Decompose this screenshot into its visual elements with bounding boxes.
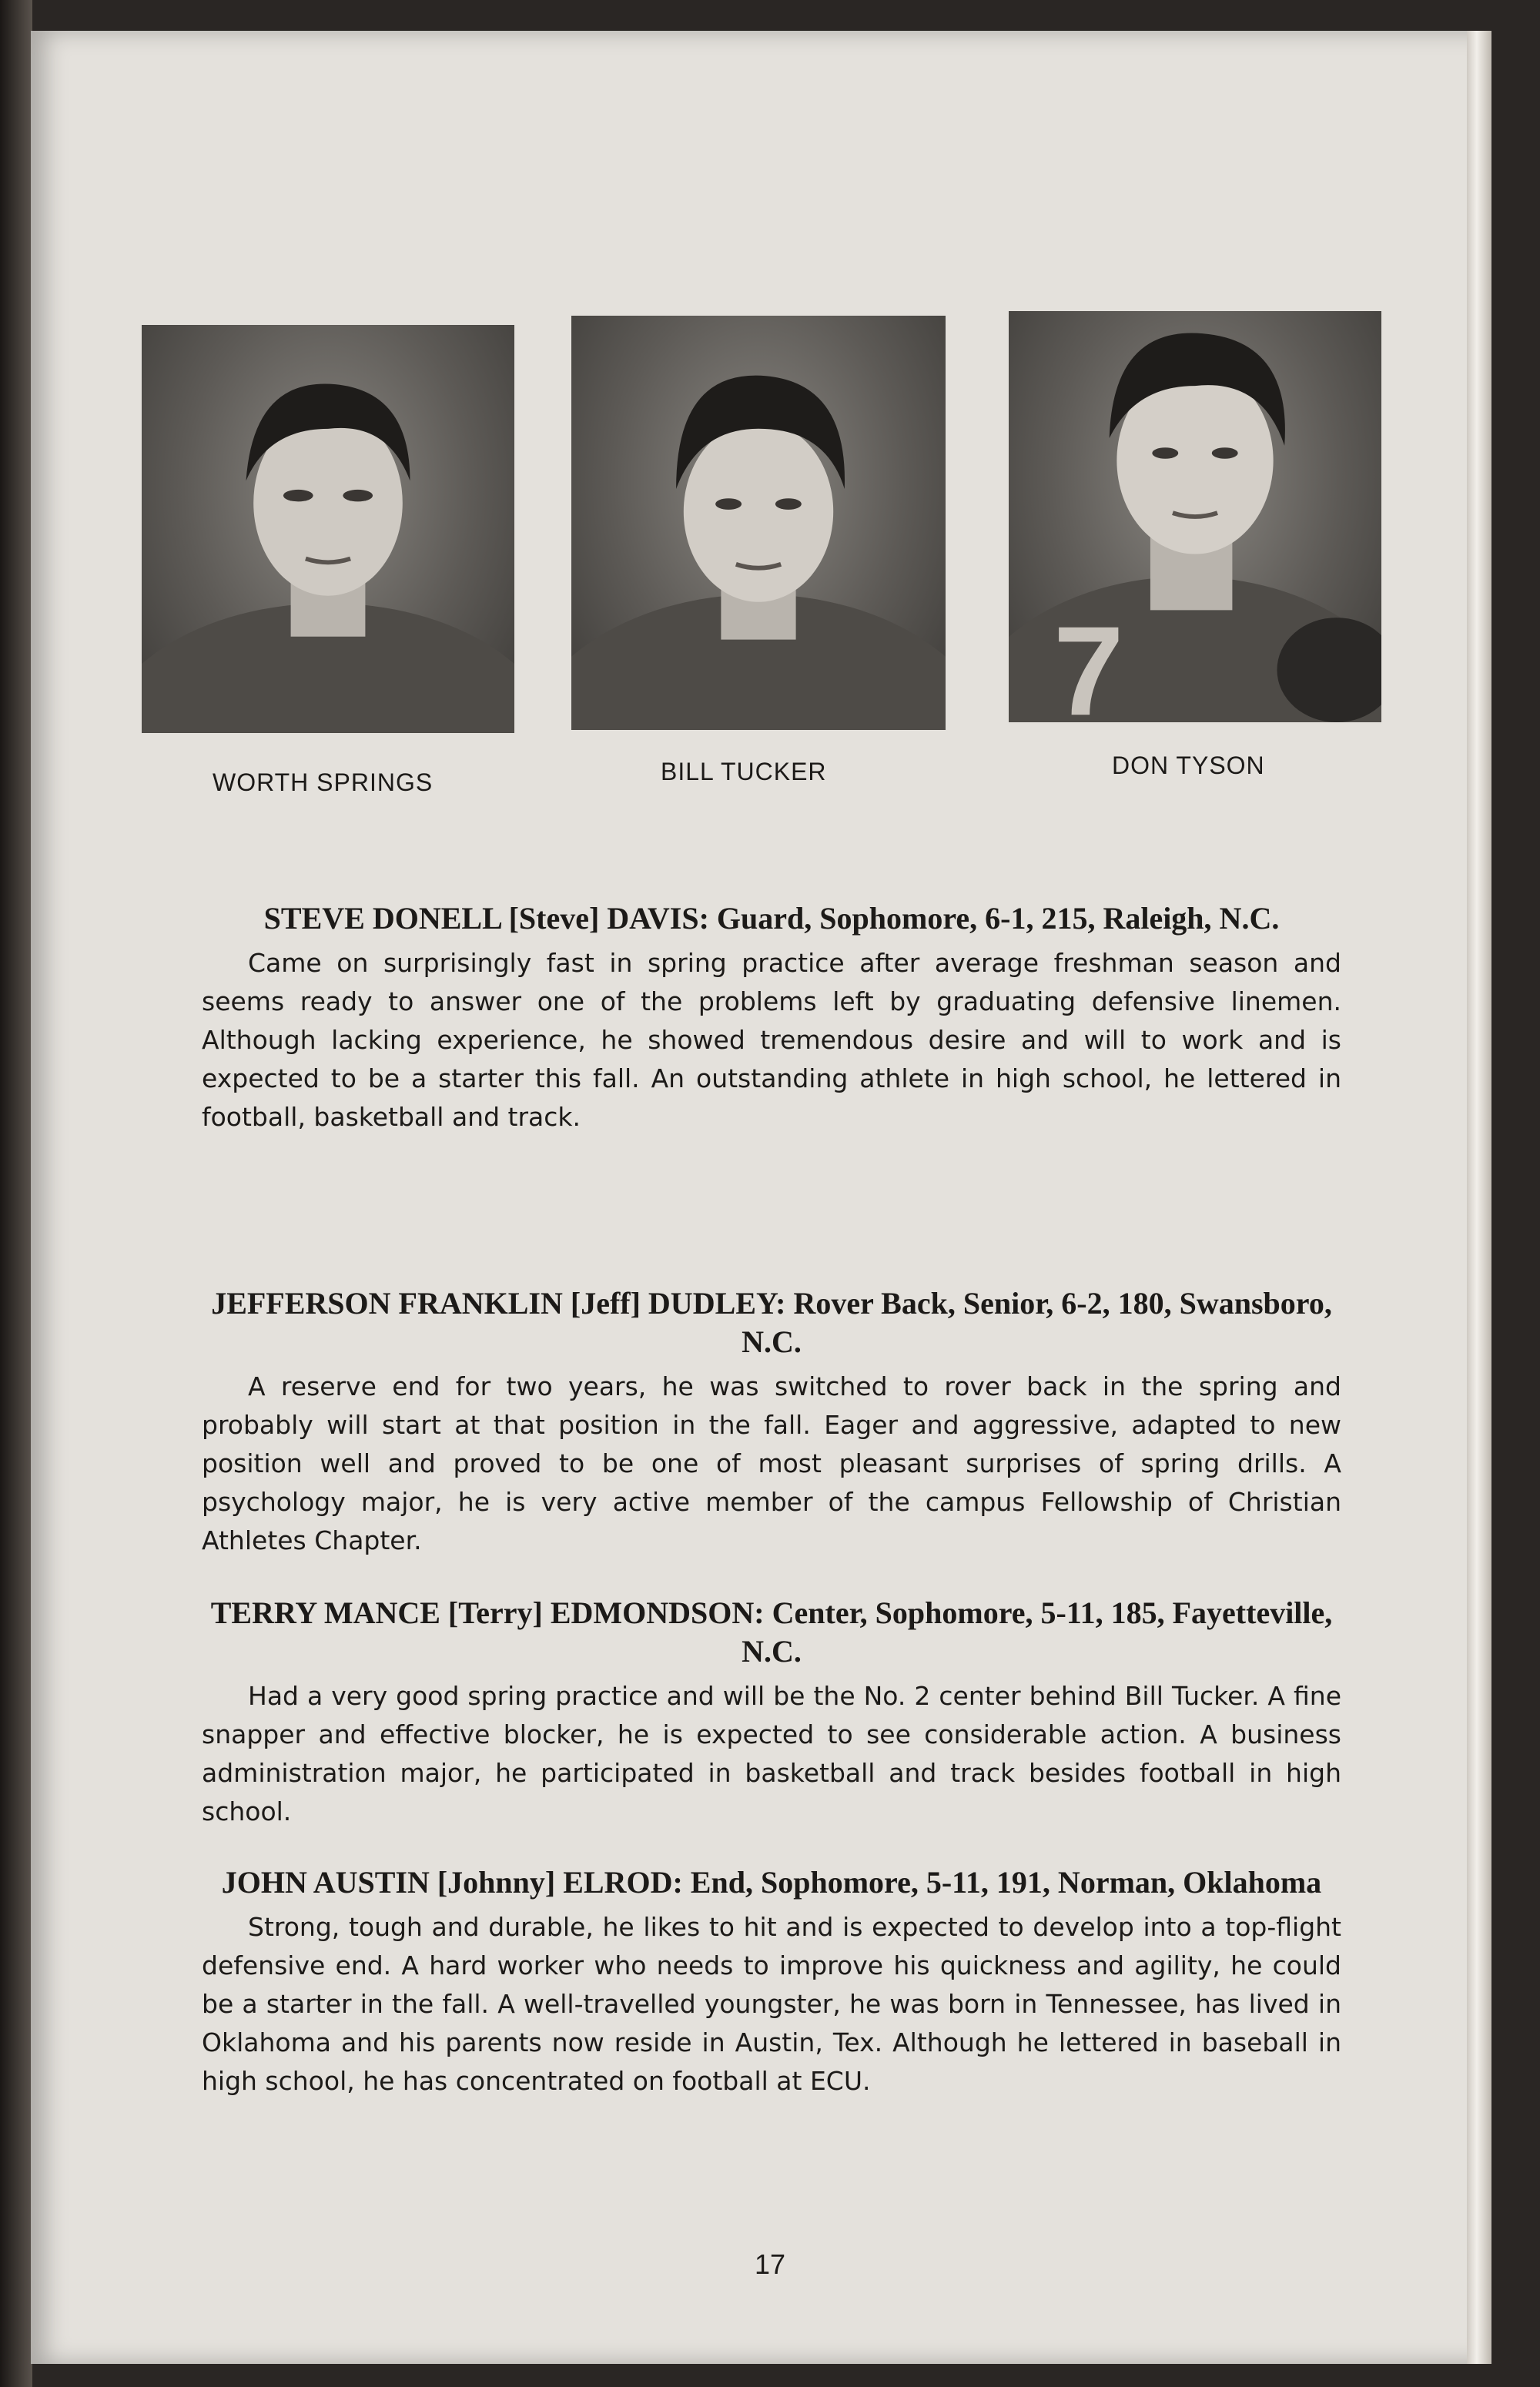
player-heading: TERRY MANCE [Terry] EDMONDSON: Center, Sophomore, 5-11, 185, Fayetteville, N.C.: [210, 1595, 1333, 1669]
player-entry: [202, 1594, 1341, 1831]
player-bio: Strong, tough and durable, he likes to hit and is expected to develop into a top-flight defensive end. A hard worker who needs to improve his quickness and agility, he could be a starter in the fall. A well-travelled youngster, he was born in Tennessee, has lived in Oklahoma and his parents now reside in Austin, Tex. Although he lettered in baseball in high school, he has concentrated on football at ECU.: [202, 1912, 1341, 2096]
player-bio: Had a very good spring practice and will be the No. 2 center behind Bill Tucker. A fine snapper and effective blocker, he is expected to see considerable action. A business administration major, he participated in basketball and track besides football in high school.: [202, 1681, 1341, 1826]
svg-text:7: 7: [1053, 600, 1124, 722]
player-heading: STEVE DONELL [Steve] DAVIS: Guard, Sophomore, 6-1, 215, Raleigh, N.C.: [263, 901, 1280, 936]
page-edge: [1467, 31, 1491, 2364]
photo-caption: BILL TUCKER: [661, 758, 827, 785]
player-photo-bill-tucker: [571, 316, 946, 730]
player-heading: JEFFERSON FRANKLIN [Jeff] DUDLEY: Rover Back, Senior, 6-2, 180, Swansboro, N.C.: [211, 1286, 1332, 1359]
player-bio: Came on surprisingly fast in spring practice after average freshman season and seems ready to answer one of the problems left by graduating defensive linemen. Although lacking experience, he showed tremendous desire and will to work and is expected to be a starter this fall. An outstanding athlete in high school, he lettered in football, basketball and track.: [202, 948, 1341, 1132]
player-entry: [202, 899, 1341, 1137]
page-number: 17: [754, 2248, 786, 2280]
photo-caption: WORTH SPRINGS: [213, 768, 434, 796]
player-photo-worth-springs: [142, 325, 514, 733]
player-entry: [202, 1284, 1341, 1560]
player-heading: JOHN AUSTIN [Johnny] ELROD: End, Sophomore, 5-11, 191, Norman, Oklahoma: [221, 1865, 1322, 1900]
book-spine: [0, 0, 32, 2387]
photo-caption: DON TYSON: [1112, 752, 1265, 779]
player-photo-don-tyson: [1009, 311, 1381, 722]
player-entry: [202, 1863, 1341, 2101]
player-bio: A reserve end for two years, he was switched to rover back in the spring and probably will start at that position in the fall. Eager and aggressive, adapted to new position well and proved to be one of most pleasant surprises of spring drills. A psychology major, he is very active member of the campus Fellowship of Christian Athletes Chapter.: [202, 1371, 1341, 1555]
